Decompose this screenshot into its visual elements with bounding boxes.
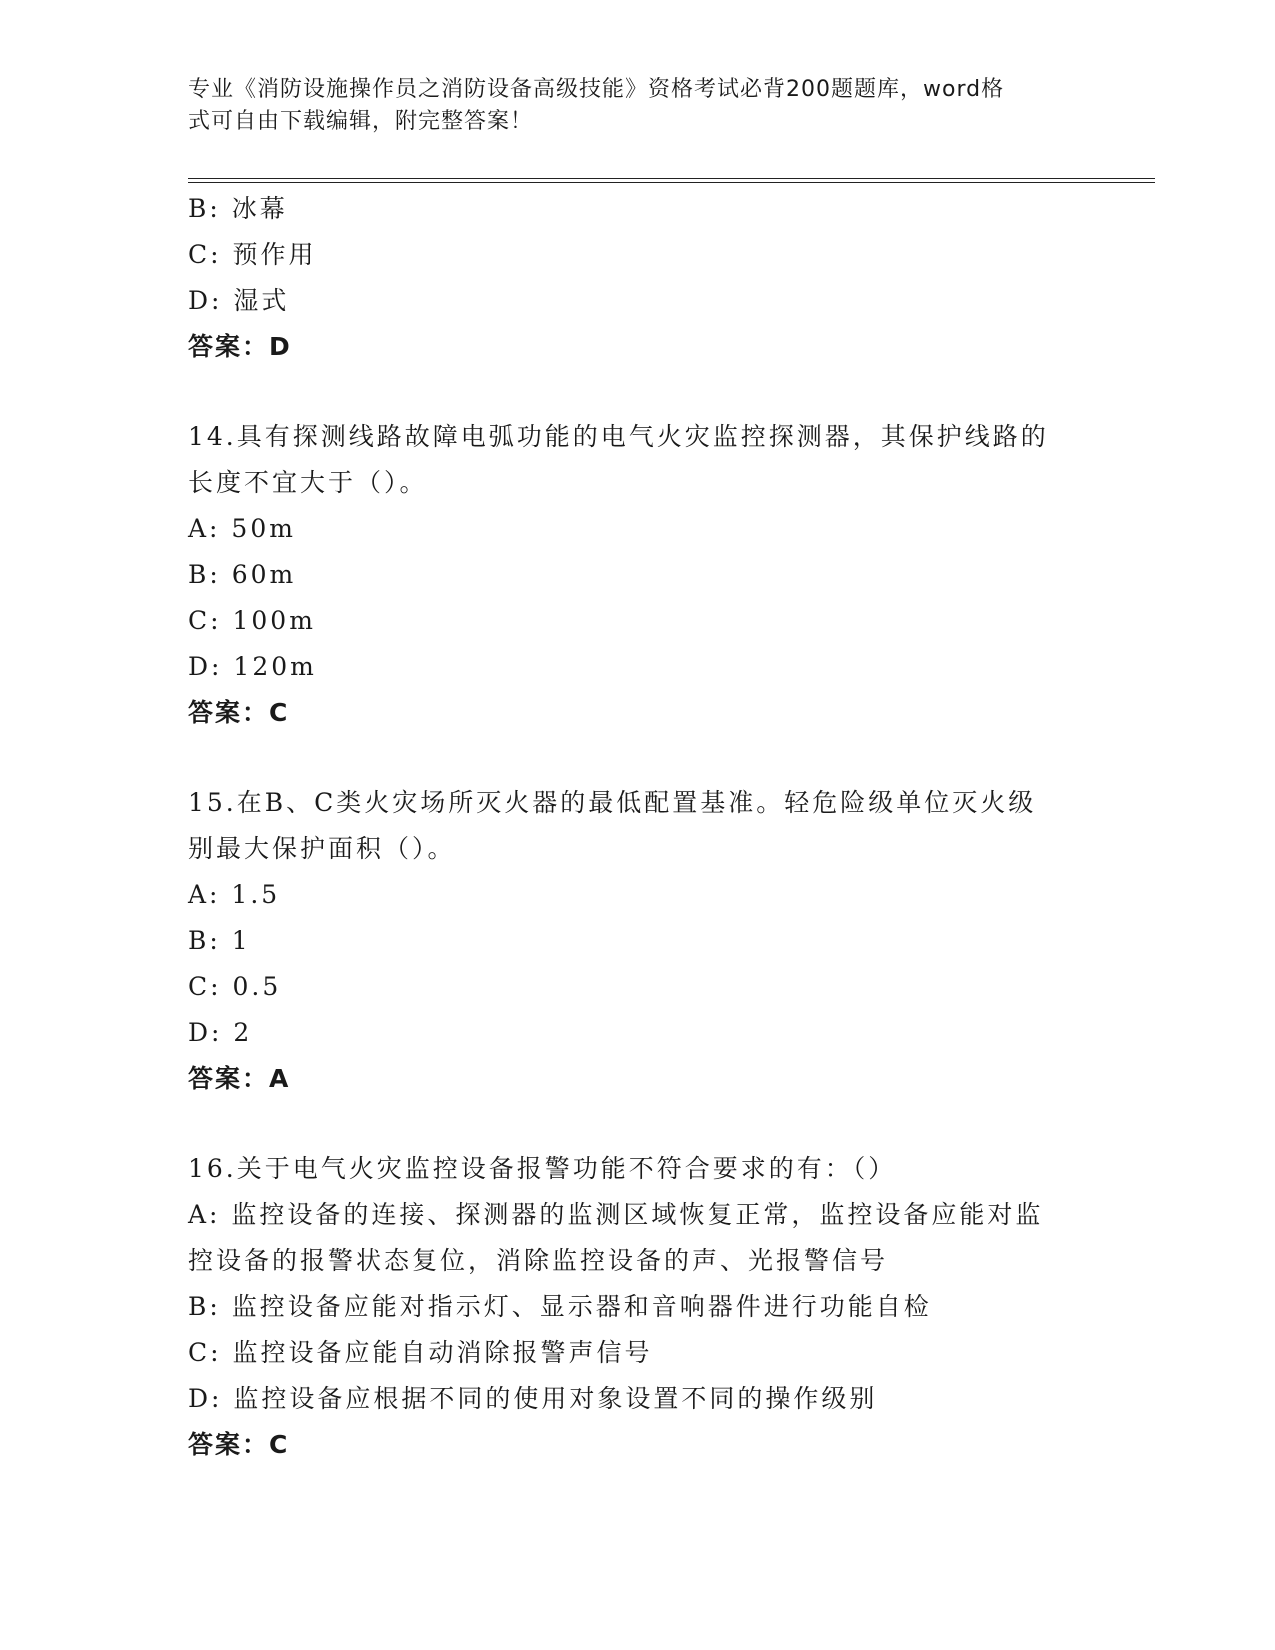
question-text-line-2: 长度不宜大于（）。 <box>188 468 428 497</box>
question-15 <box>188 780 1088 1102</box>
header-line-1: 专业《消防设施操作员之消防设备高级技能》资格考试必背200题题库，word格 <box>188 77 1005 102</box>
option-a-line-1: A: 监控设备的连接、探测器的监测区域恢复正常，监控设备应能对监 <box>188 1200 1044 1229</box>
question-text-line-1: 16.关于电气火灾监控设备报警功能不符合要求的有：（） <box>188 1154 897 1183</box>
option-b: B: 60m <box>188 560 297 589</box>
option-d: D: 湿式 <box>188 286 290 315</box>
option-b: B: 监控设备应能对指示灯、显示器和音响器件进行功能自检 <box>188 1292 932 1321</box>
option-c: C: 100m <box>188 606 316 635</box>
header-line-2: 式可自由下载编辑，附完整答案！ <box>188 109 534 134</box>
question-text-line-1: 14.具有探测线路故障电弧功能的电气火灾监控探测器，其保护线路的 <box>188 422 1049 451</box>
question-13-tail <box>188 186 1088 370</box>
answer: 答案：D <box>188 332 292 361</box>
option-c: C: 预作用 <box>188 240 317 269</box>
option-b: B: 冰幕 <box>188 194 288 223</box>
answer: 答案：C <box>188 698 290 727</box>
option-c: C: 监控设备应能自动消除报警声信号 <box>188 1338 653 1367</box>
option-a: A: 50m <box>188 514 296 543</box>
answer: 答案：C <box>188 1430 290 1459</box>
option-d: D: 120m <box>188 652 317 681</box>
header-divider <box>188 178 1155 183</box>
document-header <box>188 74 1068 138</box>
option-a-line-2: 控设备的报警状态复位，消除监控设备的声、光报警信号 <box>188 1246 889 1275</box>
question-text-line-1: 15.在B、C类火灾场所灭火器的最低配置基准。轻危险级单位灭火级 <box>188 788 1037 817</box>
option-b: B: 1 <box>188 926 251 955</box>
question-14 <box>188 414 1088 736</box>
option-d: D: 监控设备应根据不同的使用对象设置不同的操作级别 <box>188 1384 878 1413</box>
question-text-line-2: 别最大保护面积（）。 <box>188 834 456 863</box>
question-16 <box>188 1146 1088 1468</box>
option-a: A: 1.5 <box>188 880 281 909</box>
answer: 答案：A <box>188 1064 291 1093</box>
option-c: C: 0.5 <box>188 972 282 1001</box>
question-list <box>188 186 1088 1468</box>
option-d: D: 2 <box>188 1018 253 1047</box>
